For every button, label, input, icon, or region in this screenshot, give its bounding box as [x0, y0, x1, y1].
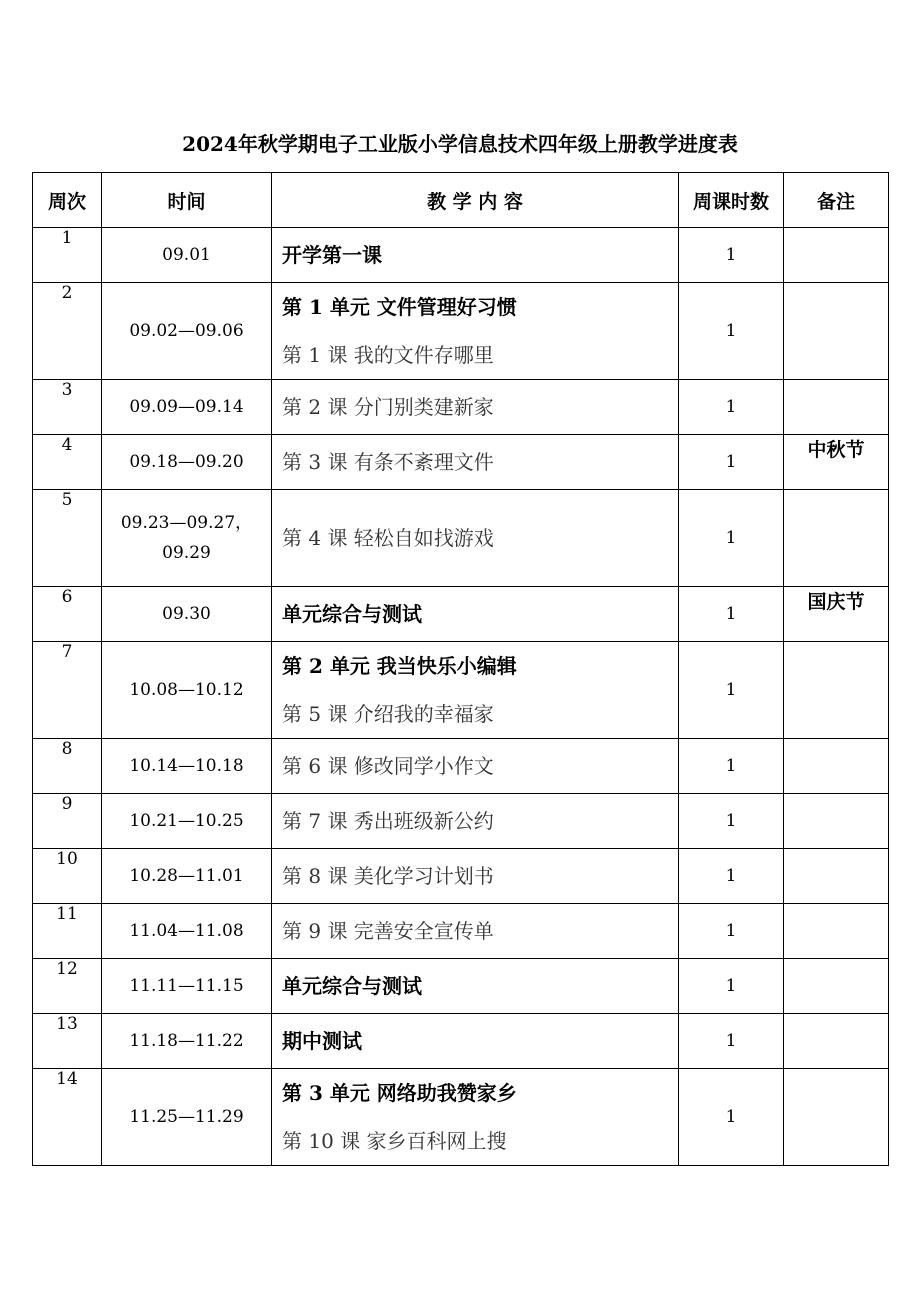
document-title: 2024年秋学期电子工业版小学信息技术四年级上册教学进度表	[182, 132, 738, 156]
date-cell	[102, 490, 272, 587]
table-row	[33, 1014, 889, 1069]
content-cell	[272, 1014, 679, 1069]
date-cell	[102, 1014, 272, 1069]
table-row	[33, 904, 889, 959]
table-row	[33, 739, 889, 794]
content-cell	[272, 587, 679, 642]
table-row	[33, 490, 889, 587]
note-cell	[784, 1014, 889, 1069]
header-hours: 周课时数	[679, 173, 784, 228]
unit-title: 第 1 单元 文件管理好习惯	[282, 295, 517, 319]
date-text: 11.25—11.29	[129, 1107, 244, 1127]
lesson-title: 第 4 课 轻松自如找游戏	[282, 526, 494, 550]
content-cell	[272, 283, 679, 380]
note-cell	[784, 642, 889, 739]
lesson-title: 第 8 课 美化学习计划书	[282, 864, 494, 888]
week-cell: 7	[33, 642, 102, 739]
note-cell: 中秋节	[784, 435, 889, 490]
date-text: 09.30	[162, 604, 211, 624]
note-cell	[784, 490, 889, 587]
content-cell	[272, 904, 679, 959]
content-cell	[272, 794, 679, 849]
note-cell	[784, 228, 889, 283]
lesson-title: 第 6 课 修改同学小作文	[282, 754, 494, 778]
schedule-table	[32, 172, 889, 1166]
hours-cell: 1	[679, 490, 784, 587]
date-text: 11.11—11.15	[129, 976, 244, 996]
week-cell: 5	[33, 490, 102, 587]
note-cell	[784, 904, 889, 959]
date-text: 11.18—11.22	[129, 1031, 244, 1051]
header-note: 备注	[784, 173, 889, 228]
date-text: 10.14—10.18	[129, 756, 244, 776]
hours-cell: 1	[679, 435, 784, 490]
date-text: 11.04—11.08	[129, 921, 244, 941]
date-cell	[102, 904, 272, 959]
hours-cell: 1	[679, 904, 784, 959]
content-cell	[272, 739, 679, 794]
hours-cell: 1	[679, 1014, 784, 1069]
table-row	[33, 959, 889, 1014]
content-cell	[272, 490, 679, 587]
table-row	[33, 642, 889, 739]
lesson-title: 第 10 课 家乡百科网上搜	[282, 1129, 507, 1153]
table-row	[33, 380, 889, 435]
date-cell	[102, 380, 272, 435]
header-row	[33, 173, 889, 228]
content-cell	[272, 380, 679, 435]
date-cell	[102, 794, 272, 849]
week-cell: 8	[33, 739, 102, 794]
header-date: 时间	[102, 173, 272, 228]
week-cell: 1	[33, 228, 102, 283]
content-cell	[272, 1069, 679, 1166]
week-cell: 13	[33, 1014, 102, 1069]
date-text-cont: 09.29	[162, 543, 211, 563]
week-cell: 3	[33, 380, 102, 435]
content-cell	[272, 849, 679, 904]
hours-cell: 1	[679, 739, 784, 794]
table-row	[33, 435, 889, 490]
date-text: 09.09—09.14	[129, 397, 244, 417]
date-cell	[102, 739, 272, 794]
lesson-title: 第 1 课 我的文件存哪里	[282, 343, 494, 367]
note-cell	[784, 794, 889, 849]
week-cell: 11	[33, 904, 102, 959]
content-cell	[272, 642, 679, 739]
content-cell	[272, 228, 679, 283]
date-text: 10.28—11.01	[129, 866, 244, 886]
date-text: 09.01	[162, 245, 211, 265]
lesson-title: 期中测试	[282, 1029, 362, 1053]
week-cell: 6	[33, 587, 102, 642]
note-cell	[784, 849, 889, 904]
date-text: 09.18—09.20	[129, 452, 244, 472]
date-text: 10.21—10.25	[129, 811, 244, 831]
date-text: 09.02—09.06	[129, 321, 244, 341]
hours-cell: 1	[679, 228, 784, 283]
unit-title: 第 2 单元 我当快乐小编辑	[282, 654, 517, 678]
hours-cell: 1	[679, 587, 784, 642]
hours-cell: 1	[679, 1069, 784, 1166]
week-cell: 4	[33, 435, 102, 490]
note-cell	[784, 739, 889, 794]
table-row	[33, 228, 889, 283]
table-row	[33, 587, 889, 642]
note-cell	[784, 380, 889, 435]
lesson-title: 第 2 课 分门别类建新家	[282, 395, 494, 419]
header-week: 周次	[33, 173, 102, 228]
date-cell	[102, 959, 272, 1014]
lesson-title: 开学第一课	[282, 243, 382, 267]
lesson-title: 第 5 课 介绍我的幸福家	[282, 702, 494, 726]
header-content: 教 学 内 容	[272, 173, 679, 228]
lesson-title: 第 3 课 有条不紊理文件	[282, 450, 494, 474]
hours-cell: 1	[679, 642, 784, 739]
week-cell: 2	[33, 283, 102, 380]
date-cell	[102, 283, 272, 380]
date-cell	[102, 228, 272, 283]
table-row	[33, 794, 889, 849]
lesson-title: 单元综合与测试	[282, 602, 422, 626]
content-cell	[272, 959, 679, 1014]
hours-cell: 1	[679, 849, 784, 904]
note-cell	[784, 283, 889, 380]
date-cell	[102, 642, 272, 739]
hours-cell: 1	[679, 283, 784, 380]
hours-cell: 1	[679, 794, 784, 849]
note-cell	[784, 959, 889, 1014]
date-cell	[102, 587, 272, 642]
date-text: 10.08—10.12	[129, 680, 244, 700]
week-cell: 10	[33, 849, 102, 904]
note-cell: 国庆节	[784, 587, 889, 642]
date-cell	[102, 1069, 272, 1166]
week-cell: 9	[33, 794, 102, 849]
unit-title: 第 3 单元 网络助我赞家乡	[282, 1081, 517, 1105]
lesson-title: 单元综合与测试	[282, 974, 422, 998]
table-row	[33, 849, 889, 904]
date-text: 09.23—09.27，	[120, 513, 253, 533]
date-cell	[102, 849, 272, 904]
week-cell: 12	[33, 959, 102, 1014]
date-cell	[102, 435, 272, 490]
week-cell: 14	[33, 1069, 102, 1166]
note-cell	[784, 1069, 889, 1166]
lesson-title: 第 7 课 秀出班级新公约	[282, 809, 494, 833]
table-row	[33, 1069, 889, 1166]
hours-cell: 1	[679, 959, 784, 1014]
content-cell	[272, 435, 679, 490]
lesson-title: 第 9 课 完善安全宣传单	[282, 919, 494, 943]
table-row	[33, 283, 889, 380]
hours-cell: 1	[679, 380, 784, 435]
